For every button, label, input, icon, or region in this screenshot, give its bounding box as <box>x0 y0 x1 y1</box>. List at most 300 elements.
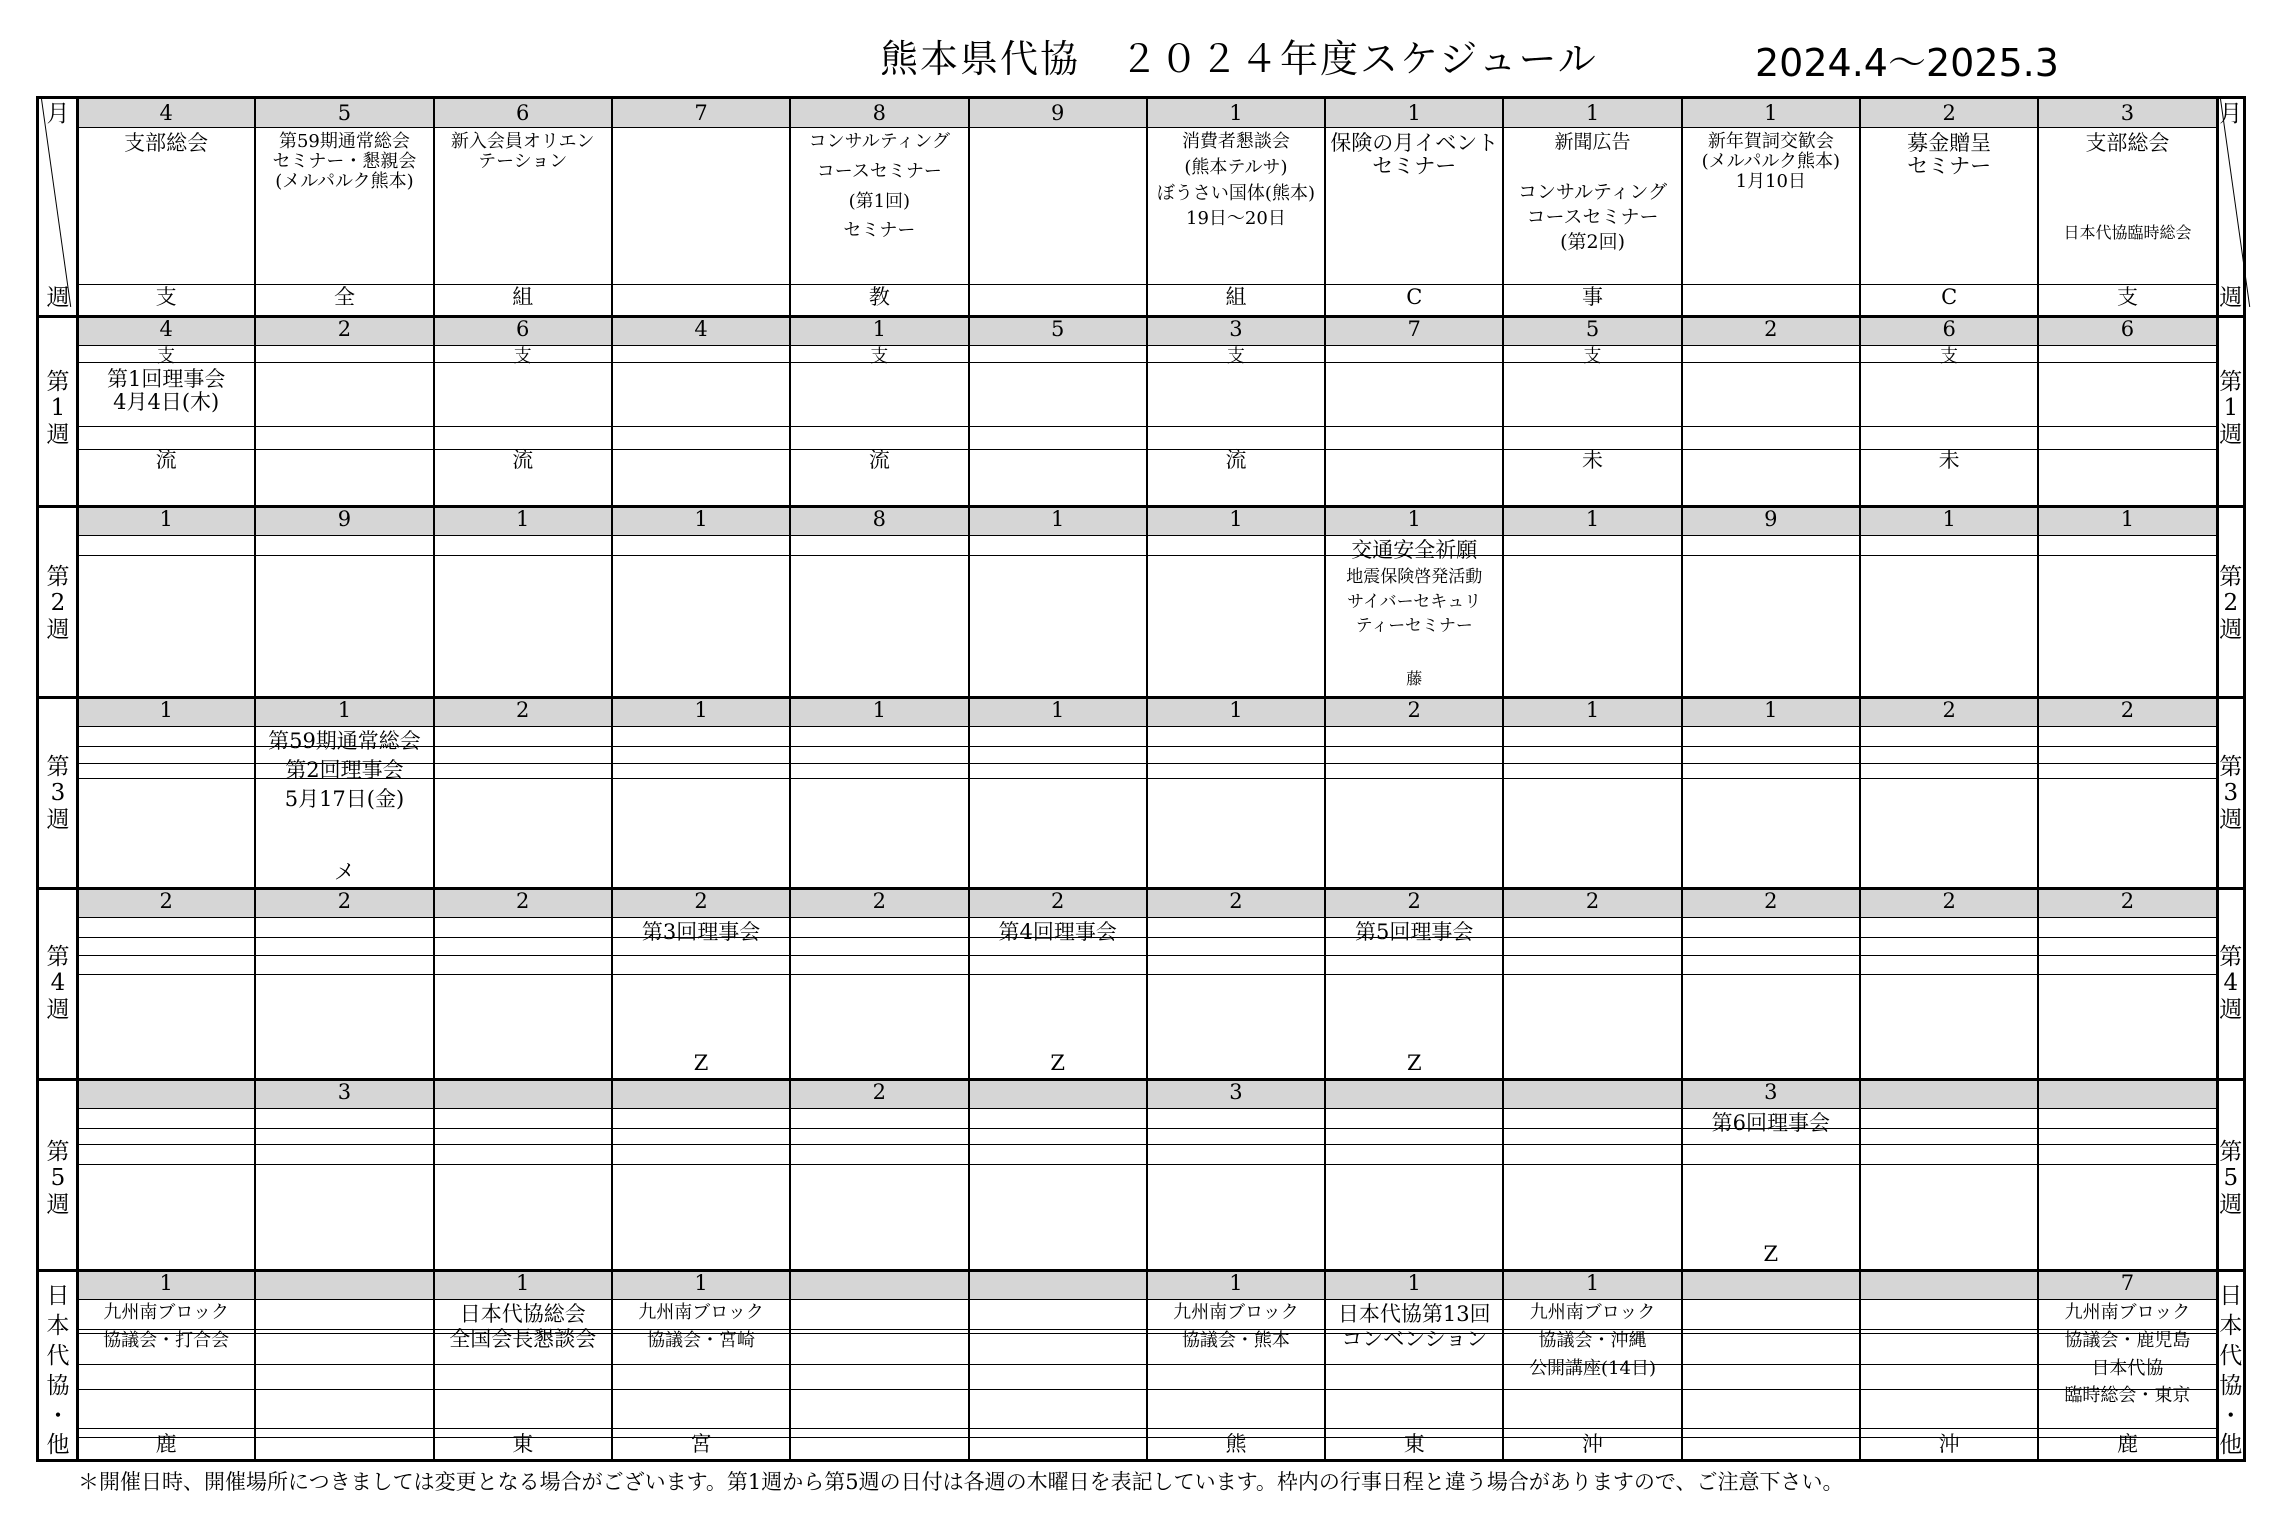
week-date-line: 2 <box>1764 317 1778 341</box>
week-date <box>1325 508 1503 531</box>
week-date <box>1147 699 1325 722</box>
month-events-line: 新年賀詞交歓会 <box>1707 131 1834 152</box>
month-category-line: C <box>1406 285 1423 309</box>
side-week-2: 第 2 週 <box>46 564 70 643</box>
week-event-line: 第59期通常総会 <box>268 729 421 753</box>
week-meeting-line: 支 <box>1583 346 1602 367</box>
national-venue-line: 熊 <box>1225 1432 1247 1456</box>
month-events-line: 消費者懇談会 <box>1181 131 1290 152</box>
month-label-line: 7 <box>694 101 708 125</box>
month-label <box>1503 102 1681 125</box>
month-category <box>1860 286 2038 309</box>
week-date <box>2038 318 2216 341</box>
side-national-label: 日 本 代 協 ・ 他 <box>46 1283 70 1459</box>
week-date-line <box>612 1081 790 1104</box>
week-date <box>969 890 1147 913</box>
week-date-line: 4 <box>694 317 708 341</box>
national-date <box>1325 1272 1503 1295</box>
week-date-line: 1 <box>694 698 708 722</box>
month-category <box>255 286 433 309</box>
week-date-line: 6 <box>2120 317 2135 341</box>
national-event-line: 協議会・鹿児島 <box>2064 1329 2191 1351</box>
side-month-label: 月 <box>46 101 70 127</box>
side-week-label: 週 <box>2219 285 2243 311</box>
month-events-line: (熊本テルサ) <box>1184 156 1288 178</box>
week-date-line <box>2038 1081 2216 1104</box>
national-date <box>790 1272 968 1295</box>
week-date-line: 1 <box>872 317 887 341</box>
week-date <box>1147 1081 1325 1104</box>
national-event-line: コンベンション <box>1341 1327 1488 1352</box>
month-events-line <box>2038 155 2216 178</box>
week-venue <box>1147 449 1325 472</box>
week-meeting-line: 支 <box>870 346 889 367</box>
month-label-line: 1 <box>1585 101 1600 125</box>
week-date <box>1682 318 1860 341</box>
week-date-line: 3 <box>1229 1080 1243 1104</box>
week-date <box>1147 508 1325 531</box>
week-date <box>969 1081 1147 1104</box>
week-date-line: 2 <box>1050 889 1065 913</box>
week-date <box>77 699 255 722</box>
week-date <box>1325 318 1503 341</box>
week-date <box>1147 890 1325 913</box>
week-date-line: 1 <box>1050 698 1065 722</box>
week-date <box>1860 699 2038 722</box>
national-venue-line: 鹿 <box>155 1432 177 1456</box>
week-venue <box>434 449 612 472</box>
week-date-line: 1 <box>1764 698 1778 722</box>
week-venue-line: Z <box>1763 1242 1779 1266</box>
week-event-line: 地震保険啓発活動 <box>1346 567 1483 588</box>
week-date-line: 2 <box>337 317 352 341</box>
week-date <box>790 890 968 913</box>
week-date-line: 1 <box>694 507 708 531</box>
month-events-line: セミナー <box>843 220 916 242</box>
week-event <box>612 921 790 944</box>
month-events <box>1147 132 1325 235</box>
month-events-line: コンサルティング <box>1517 180 1668 203</box>
week-date-line <box>1325 1081 1503 1104</box>
week-date-line: 2 <box>872 1080 887 1104</box>
week-date <box>790 318 968 341</box>
week-date <box>1682 508 1860 531</box>
week-date-line: 9 <box>337 507 352 531</box>
week-event <box>255 730 433 817</box>
national-venue <box>434 1433 612 1456</box>
national-venue <box>1503 1433 1681 1456</box>
week-meeting <box>77 347 255 367</box>
week-date-line: 1 <box>872 698 887 722</box>
week-date-line: 1 <box>2120 507 2135 531</box>
week-venue <box>612 1052 790 1075</box>
week-venue-line: Z <box>1050 1051 1065 1075</box>
national-event-line: 九州南ブロック <box>2064 1302 2191 1323</box>
week-venue-line: メ <box>333 860 355 884</box>
week-event-line: 5月17日(金) <box>284 787 405 812</box>
week-date <box>77 508 255 531</box>
month-events-line: 支部総会 <box>124 131 209 155</box>
month-events <box>1860 132 2038 178</box>
week-date <box>255 1081 433 1104</box>
national-event <box>1503 1303 1681 1386</box>
week-date <box>1503 1081 1681 1104</box>
week-date-line: 1 <box>1585 507 1600 531</box>
week-date-line: 2 <box>1229 889 1243 913</box>
month-category-line <box>1682 286 1860 309</box>
month-events-line: (メルパルク熊本) <box>1701 150 1841 172</box>
month-label <box>1147 102 1325 125</box>
week-venue <box>1325 1052 1503 1075</box>
month-category-line: 支 <box>155 285 177 309</box>
national-venue <box>1325 1433 1503 1456</box>
week-date <box>612 318 790 341</box>
week-date-line <box>434 1081 612 1104</box>
national-date <box>434 1272 612 1295</box>
week-date-line <box>1503 1081 1681 1104</box>
month-events-line <box>1503 157 1681 178</box>
week-date-line: 2 <box>1407 889 1421 913</box>
national-date <box>1503 1272 1681 1295</box>
national-date-line: 1 <box>516 1271 530 1295</box>
month-events-line: セミナー <box>1372 154 1457 179</box>
national-event-line: 全国会長懇談会 <box>449 1327 597 1352</box>
month-label-line: 1 <box>1764 101 1778 125</box>
national-date-line: 1 <box>694 1271 708 1295</box>
week-date-line: 2 <box>1585 889 1600 913</box>
month-label-line: 5 <box>337 101 352 125</box>
week-date-line: 5 <box>1585 317 1600 341</box>
week-date-line: 1 <box>1942 507 1956 531</box>
national-venue <box>77 1433 255 1456</box>
month-events <box>1682 132 1860 191</box>
national-date-line: 1 <box>159 1271 173 1295</box>
national-event-line: 協議会・熊本 <box>1181 1329 1290 1351</box>
national-venue <box>1147 1433 1325 1456</box>
month-label-line: 8 <box>872 101 887 125</box>
week-event <box>77 368 255 414</box>
week-event <box>1682 1112 1860 1135</box>
week-date <box>2038 699 2216 722</box>
week-date <box>790 699 968 722</box>
week-date-line: 2 <box>2120 698 2135 722</box>
month-category-line: 教 <box>868 285 890 309</box>
week-venue <box>255 861 433 884</box>
week-event <box>1325 921 1503 944</box>
month-category-line: C <box>1941 285 1958 309</box>
week-date-line: 4 <box>159 317 173 341</box>
month-category <box>1503 286 1681 309</box>
week-meeting-line: 支 <box>1940 346 1959 367</box>
week-meeting <box>1860 347 2038 367</box>
week-venue <box>969 1052 1147 1075</box>
week-date-line: 2 <box>694 889 708 913</box>
national-event-line: 九州南ブロック <box>1529 1302 1656 1323</box>
week-venue-line: Z <box>1406 1051 1422 1075</box>
side-week-label: 週 <box>46 285 70 311</box>
month-label-line: 4 <box>159 101 173 125</box>
week-venue <box>1682 1243 1860 1266</box>
month-events-line: テーション <box>478 150 568 172</box>
week-date-line: 2 <box>1764 889 1778 913</box>
side-week-2: 第 2 週 <box>2219 564 2243 643</box>
week-date-line: 2 <box>516 698 530 722</box>
national-event-line: 日本代協 <box>2091 1357 2164 1379</box>
national-event-line: 九州南ブロック <box>638 1302 764 1323</box>
week-date <box>1503 890 1681 913</box>
week-meeting-line: 支 <box>1226 346 1245 367</box>
month-label <box>1682 102 1860 125</box>
week-meeting <box>790 347 968 367</box>
national-venue <box>1860 1433 2038 1456</box>
week-date-line: 2 <box>2120 889 2135 913</box>
national-event <box>1325 1303 1503 1353</box>
week-date <box>1860 890 2038 913</box>
month-events <box>434 132 612 172</box>
week-date <box>434 890 612 913</box>
week-date <box>255 699 433 722</box>
month-events-line: コンサルティング <box>808 131 950 152</box>
month-events-line: 保険の月イベント <box>1330 131 1499 155</box>
schedule-grid <box>36 96 2246 1462</box>
national-date-line: 1 <box>1407 1271 1421 1295</box>
week-venue-line: Z <box>693 1051 709 1075</box>
month-events <box>790 132 968 251</box>
week-date <box>255 508 433 531</box>
national-event-line: 臨時総会・東京 <box>2064 1385 2191 1407</box>
week-venue <box>1860 449 2038 472</box>
week-event-line: サイバーセキュリ <box>1347 591 1482 612</box>
national-event <box>612 1303 790 1359</box>
month-events-line: セミナー <box>1907 154 1992 179</box>
week-date-line: 1 <box>1585 698 1600 722</box>
footnote: ＊開催日時、開催場所につきましては変更となる場合がございます。第1週から第5週の日付は各週の木曜日を表記しています。枠内の行事日程と違う場合がありますので、ご注意下さい。 <box>78 1470 1844 1494</box>
month-label <box>255 102 433 125</box>
week-date <box>969 699 1147 722</box>
week-date-line: 3 <box>1764 1080 1778 1104</box>
week-date <box>1325 699 1503 722</box>
week-venue-line: 流 <box>512 448 534 472</box>
month-category-line: 事 <box>1582 285 1604 309</box>
month-category <box>1325 286 1503 309</box>
week-date <box>790 1081 968 1104</box>
month-events-line: 新聞広告 <box>1554 131 1631 153</box>
national-date-line: 7 <box>2120 1271 2135 1295</box>
week-date <box>434 1081 612 1104</box>
week-date-line: 3 <box>1229 317 1243 341</box>
week-date <box>612 890 790 913</box>
month-category <box>790 286 968 309</box>
diagonal-mark <box>41 99 71 307</box>
side-week-1: 第 1 週 <box>2219 369 2243 448</box>
national-venue-line: 沖 <box>1582 1432 1604 1456</box>
week-date-line: 2 <box>1942 698 1956 722</box>
month-label-line: 3 <box>2120 101 2135 125</box>
week-date <box>1860 1081 2038 1104</box>
week-date <box>1682 699 1860 722</box>
week-date-line: 7 <box>1407 317 1421 341</box>
side-week-5: 第 5 週 <box>2219 1139 2243 1218</box>
national-venue-line: 東 <box>512 1432 534 1456</box>
national-venue-line: 鹿 <box>2116 1432 2138 1456</box>
week-date <box>434 508 612 531</box>
week-date <box>612 1081 790 1104</box>
month-category <box>1682 286 1860 309</box>
month-category-line: 組 <box>512 285 534 309</box>
week-event-line: 第2回理事会 <box>285 758 404 783</box>
month-events-line: 募金贈呈 <box>1907 131 1992 155</box>
month-events <box>1503 132 1681 256</box>
month-category-line <box>612 286 790 309</box>
month-label <box>2038 102 2216 125</box>
week-meeting <box>434 347 612 367</box>
month-category <box>612 286 790 309</box>
week-venue-line: 未 <box>1582 448 1604 472</box>
national-venue-line: 宮 <box>690 1432 712 1456</box>
month-label <box>790 102 968 125</box>
national-venue-line: 東 <box>1403 1432 1425 1456</box>
month-events <box>1325 132 1503 178</box>
month-label <box>77 102 255 125</box>
week-event <box>969 921 1147 944</box>
week-date <box>1503 318 1681 341</box>
week-event <box>1325 539 1503 642</box>
week-date <box>255 318 433 341</box>
national-date-line <box>1682 1272 1860 1295</box>
month-label <box>969 102 1147 125</box>
national-date-line <box>790 1272 968 1295</box>
week-venue <box>77 449 255 472</box>
period-label: 2024.4～2025.3 <box>1755 41 2059 85</box>
side-week-3: 第 3 週 <box>46 754 70 833</box>
national-date <box>1682 1272 1860 1295</box>
week-meeting-line: 支 <box>513 346 532 367</box>
week-date <box>790 508 968 531</box>
month-events-line: 19日～20日 <box>1186 208 1286 230</box>
week-event-line: 4月4日(木) <box>113 390 220 415</box>
month-events-line: (第2回) <box>1560 230 1625 253</box>
month-events-line: 1月10日 <box>1735 170 1807 192</box>
side-week-3: 第 3 週 <box>2219 754 2243 833</box>
national-venue <box>612 1433 790 1456</box>
month-events-line: (メルパルク熊本) <box>275 170 414 192</box>
national-event-line: 九州南ブロック <box>103 1302 229 1323</box>
national-date <box>2038 1272 2216 1295</box>
week-date-line: 6 <box>1942 317 1956 341</box>
month-events-line: セミナー・懇親会 <box>272 150 417 172</box>
week-date <box>434 318 612 341</box>
week-event-line: 第6回理事会 <box>1711 1111 1831 1135</box>
national-event <box>2038 1303 2216 1414</box>
side-national-label: 日 本 代 協 ・ 他 <box>2219 1283 2243 1459</box>
month-category <box>969 286 1147 309</box>
month-label-line: 1 <box>1407 101 1421 125</box>
national-date-line <box>255 1272 433 1295</box>
national-date <box>1860 1272 2038 1295</box>
week-date-line <box>1860 1081 2038 1104</box>
week-venue-line: 流 <box>155 448 177 472</box>
week-date-line: 8 <box>872 507 887 531</box>
month-category <box>2038 286 2216 309</box>
week-date-line: 2 <box>1407 698 1421 722</box>
week-meeting <box>1503 347 1681 367</box>
month-events-line: 第59期通常総会 <box>278 131 410 152</box>
national-date-line <box>969 1272 1147 1295</box>
week-date <box>612 699 790 722</box>
week-date <box>1147 318 1325 341</box>
week-date-line <box>77 1081 255 1104</box>
national-event-line: 公開講座(14日) <box>1529 1357 1657 1379</box>
month-category <box>434 286 612 309</box>
week-event-line: 第5回理事会 <box>1355 920 1474 944</box>
week-date <box>1682 890 1860 913</box>
week-date-line: 6 <box>516 317 530 341</box>
week-date <box>1325 1081 1503 1104</box>
national-date-line <box>1860 1272 2038 1295</box>
week-date-line: 2 <box>516 889 530 913</box>
national-event-line: 日本代協総会 <box>459 1302 586 1326</box>
week-event-line: 交通安全祈願 <box>1351 538 1478 562</box>
month-events-line <box>2038 178 2216 201</box>
side-week-4: 第 4 週 <box>46 944 70 1023</box>
week-date-line <box>969 1081 1147 1104</box>
week-date <box>612 508 790 531</box>
week-date <box>255 890 433 913</box>
national-event-line: 協議会・沖縄 <box>1538 1329 1647 1351</box>
week-date-line: 1 <box>516 507 530 531</box>
month-events <box>2038 132 2216 242</box>
week-event-line: 第4回理事会 <box>998 920 1117 944</box>
national-event <box>1147 1303 1325 1359</box>
month-label <box>612 102 790 125</box>
week-date <box>77 1081 255 1104</box>
week-date <box>77 890 255 913</box>
week-date-line: 2 <box>1942 889 1956 913</box>
national-event-line: 九州南ブロック <box>1173 1302 1299 1323</box>
week-venue <box>790 449 968 472</box>
page-title: 熊本県代協 ２０２４年度スケジュール <box>880 37 1598 81</box>
month-events-line: 新入会員オリエン <box>450 131 595 152</box>
national-event <box>77 1303 255 1359</box>
week-meeting-line: 支 <box>157 346 176 367</box>
week-date <box>1503 699 1681 722</box>
month-label-line: 6 <box>516 101 530 125</box>
month-category-line: 組 <box>1225 285 1247 309</box>
month-events <box>77 132 255 155</box>
week-date <box>434 699 612 722</box>
week-date <box>77 318 255 341</box>
week-meeting <box>1147 347 1325 367</box>
national-date <box>255 1272 433 1295</box>
national-venue-line: 沖 <box>1938 1432 1960 1456</box>
month-label-line: 2 <box>1942 101 1956 125</box>
diagonal-mark <box>2220 99 2250 307</box>
month-events-line <box>2038 201 2216 224</box>
week-date <box>2038 508 2216 531</box>
national-date-line: 1 <box>1229 1271 1243 1295</box>
week-date-line: 2 <box>337 889 352 913</box>
week-date-line: 1 <box>1407 507 1421 531</box>
week-event-line: ティーセミナー <box>1355 616 1473 637</box>
national-event <box>434 1303 612 1353</box>
week-event-line: 第1回理事会 <box>106 367 226 391</box>
national-date-line: 1 <box>1585 1271 1600 1295</box>
week-venue-line: 藤 <box>1406 669 1423 688</box>
week-venue <box>1325 670 1503 688</box>
week-venue-line: 未 <box>1938 448 1960 472</box>
national-date <box>612 1272 790 1295</box>
week-date <box>1503 508 1681 531</box>
